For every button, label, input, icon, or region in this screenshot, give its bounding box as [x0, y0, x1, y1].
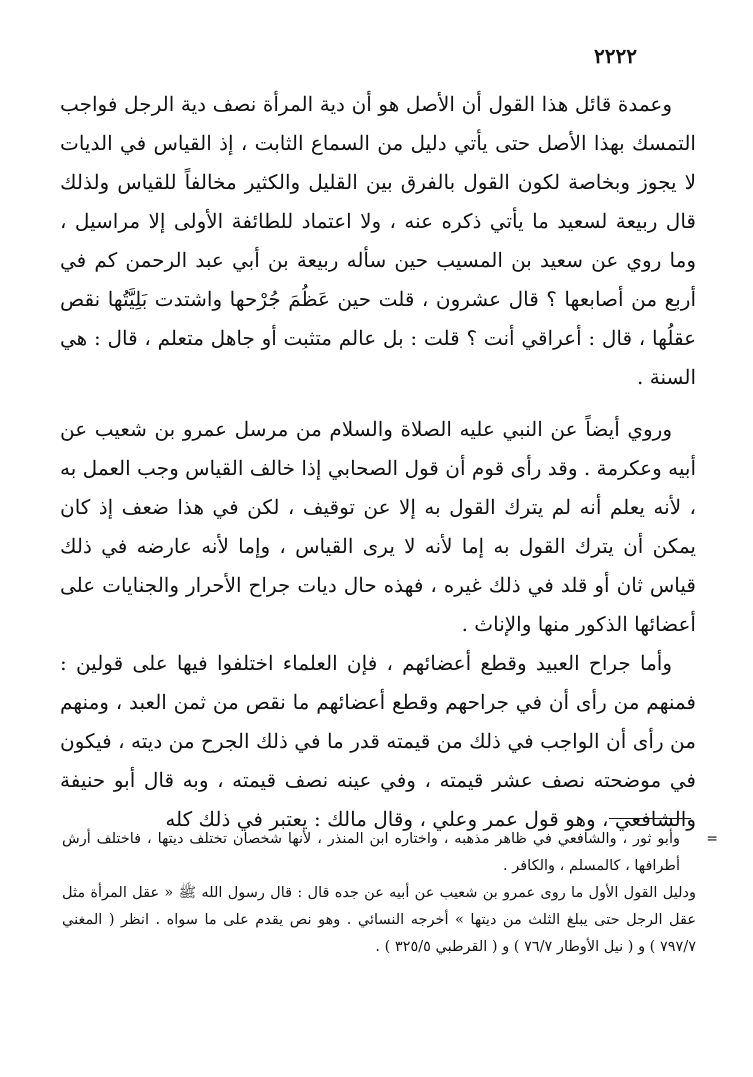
paragraph: وأما جراح العبيد وقطع أعضائهم ، فإن العلماء اختلفوا فيها على قولين : فمنهم من رأى أن في جراحهم وقطع أعضائهم ما نقص من ثمن العبد ، ومنهم من رأى أن الواجب في ذلك من قيمته قدر ما في ذلك الجرح من ديته ، فيكون في موضحته نصف عشر قيمته ، وفي عينه نصف قيمته ، وبه قال أبو حنيفة والشافعي ، وهو قول عمر وعلي ، وقال مالك : يعتبر في ذلك كله: [60, 651, 696, 831]
paragraph: وروي أيضاً عن النبي عليه الصلاة والسلام من مرسل عمرو بن شعيب عن أبيه وعكرمة . وقد رأى قوم أن قول الصحابي إذا خالف القياس وجب العمل به ، لأنه يعلم أنه لم يترك القول به إلا عن توقيف ، لكن في هذا ضعف إذ كان يمكن أن يترك القول به إما لأنه لا يرى القياس ، وإما لأنه عارضه في ذلك قياس ثان أو قلد في ذلك غيره ، فهذه حال ديات جراح الأحرار والجنايات على أعضائها الذكور منها والإناث .: [60, 417, 696, 636]
main-text: [60, 85, 696, 839]
page-number: ٢٢٢٢: [594, 44, 637, 68]
footnotes: [62, 826, 718, 961]
footnote: [62, 826, 718, 880]
footnote: ودليل القول الأول ما روى عمرو بن شعيب عن أبيه عن جده قال : قال رسول الله ﷺ « عقل المرأة مثل عقل الرجل حتى يبلغ الثلث من ديتها » أخرجه النسائي . وهو نص يقدم على ما سواه . انظر ( المغني ٧٩٧/٧ ) و ( نيل الأوطار ٧٦/٧ ) و ( القرطبي ٣٢٥/٥ ) .: [62, 885, 696, 955]
footnote-continuation-marker: =: [706, 831, 718, 847]
footnote-separator: [609, 818, 691, 819]
footnote-text: وأبو ثور ، والشافعي في ظاهر مذهبه ، واختاره ابن المنذر ، لأنها شخصان تختلف ديتها ، فاختلف أرش أطرافها ، كالمسلم ، والكافر .: [62, 831, 680, 874]
paragraph: وعمدة قائل هذا القول أن الأصل هو أن دية المرأة نصف دية الرجل فواجب التمسك بهذا الأصل حتى يأتي دليل من السماع الثابت ، إذ القياس في الديات لا يجوز وبخاصة لكون القول بالفرق بين القليل والكثير مخالفاً للقياس ولذلك قال ربيعة لسعيد ما يأتي ذكره عنه ، ولا اعتماد للطائفة الأولى إلا مراسيل ، وما روي عن سعيد بن المسيب حين سأله ربيعة بن أبي عبد الرحمن كم في أربع من أصابعها ؟ قال عشرون ، قلت حين عَظُمَ جُرْحها واشتدت بَلِيَّتُها نقص عقلُها ، قال : أعراقي أنت ؟ قلت : بل عالم متثبت أو جاهل متعلم ، قال : هي السنة .: [60, 92, 696, 389]
